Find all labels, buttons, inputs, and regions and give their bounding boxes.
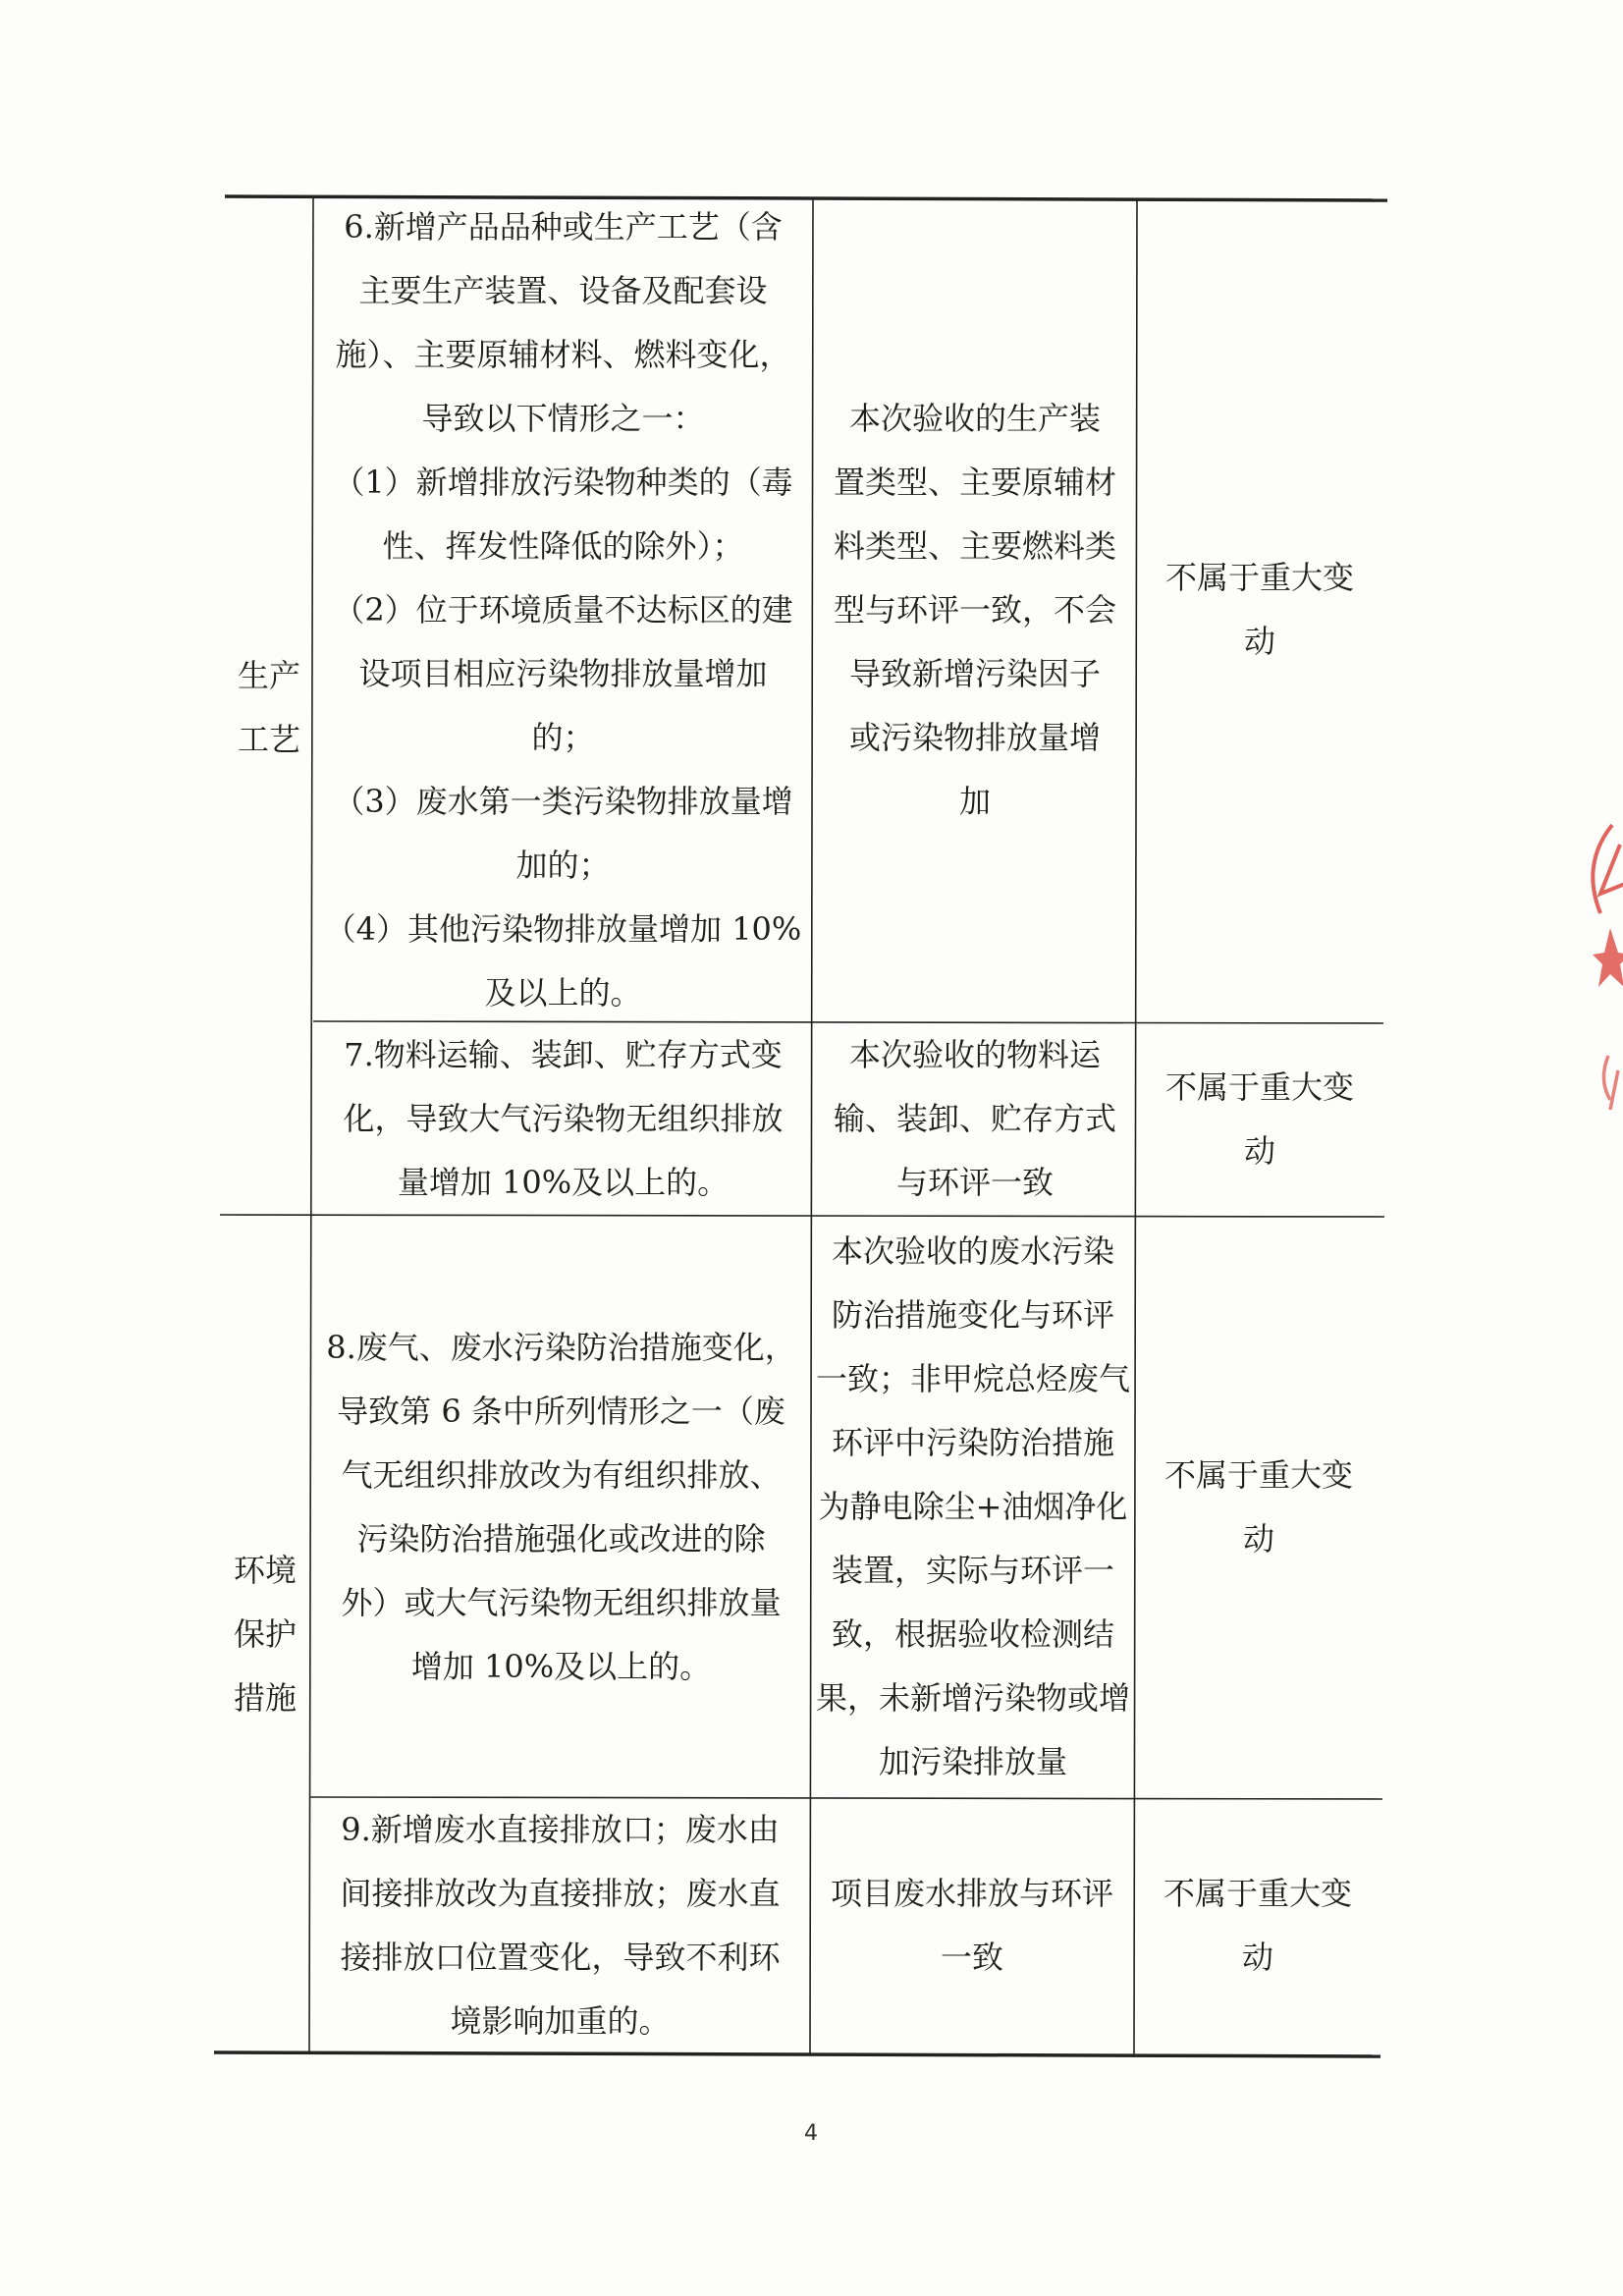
conclusion-line: 动 [1242,1519,1274,1558]
criterion-line: 6.新增产品品种或生产工艺（含 [344,207,783,246]
criterion-line: 接排放口位置变化，导致不利环 [340,1939,781,1976]
category-line: 生产 [237,656,300,694]
criterion-line: 及以上的。 [484,973,642,1011]
actual-line: 防治措施变化与环评 [831,1296,1114,1334]
conclusion-cell-7 [1137,1022,1382,1216]
conclusion-line: 不属于重大变 [1163,1875,1352,1912]
conclusion-cell-9 [1134,1798,1381,2053]
actual-line: 为静电除尘+油烟净化 [818,1488,1128,1525]
criterion-line: 性、挥发性降低的除外）； [382,526,744,565]
actual-line: 装置，实际与环评一 [831,1552,1114,1589]
criterion-cell-9 [310,1798,810,2053]
category-cell-environment [220,1216,310,2053]
page-number: 4 [804,2121,818,2146]
conclusion-line: 动 [1243,1131,1275,1170]
criterion-cell-7 [313,1022,813,1216]
criterion-line: 导致第 6 条中所列情形之一（废 [337,1392,785,1430]
actual-cell-8 [811,1216,1135,1798]
actual-line: 置类型、主要原辅材 [833,463,1116,501]
actual-line: 一致；非甲烷总烃废气 [815,1360,1130,1397]
criterion-line: 加的； [515,846,611,884]
category-cell-production [225,198,313,1217]
criterion-line: 污染防治措施强化或改进的除 [356,1519,766,1558]
actual-line: 料类型、主要燃料类 [833,526,1116,565]
criterion-line: 导致以下情形之一： [421,399,705,437]
actual-cell-7 [813,1022,1137,1216]
criterion-line: 主要生产装置、设备及配套设 [358,271,768,309]
actual-line: 型与环评一致，不会 [833,590,1116,629]
criterion-line: （1）新增排放污染物种类的（毒 [333,463,793,501]
criterion-line: 量增加 10%及以上的。 [397,1164,730,1201]
actual-line: 加 [958,782,991,820]
criterion-line: 8.废气、废水污染防治措施变化， [326,1328,796,1366]
category-line: 工艺 [237,720,300,758]
actual-line: 果，未新增污染物或增 [815,1679,1130,1717]
actual-line: 项目废水排放与环评 [830,1875,1113,1912]
conclusion-line: 动 [1241,1939,1273,1976]
conclusion-line: 不属于重大变 [1164,559,1354,596]
category-line: 措施 [233,1679,297,1717]
conclusion-line: 不属于重大变 [1163,1455,1353,1494]
seal-stamp-icon [1571,805,1623,1159]
criterion-line: 化，导致大气污染物无组织排放 [343,1100,784,1137]
actual-line: 本次验收的生产装 [848,399,1101,437]
criterion-line: 外）或大气污染物无组织排放量 [341,1583,782,1621]
criterion-line: 施）、主要原辅材料、燃料变化， [335,335,791,373]
criterion-line: 气无组织排放改为有组织排放、 [341,1455,782,1494]
conclusion-cell-6 [1137,198,1382,1021]
criterion-line: 9.新增废水直接排放口；废水由 [341,1811,780,1848]
criterion-line: 7.物料运输、装卸、贮存方式变 [344,1036,783,1073]
actual-line: 一致 [940,1939,1003,1976]
actual-line: 导致新增污染因子 [848,654,1101,692]
category-line: 环境 [233,1552,297,1589]
conclusion-cell-8 [1135,1216,1382,1798]
criterion-line: 的； [531,718,595,756]
criterion-line: 境影响加重的。 [450,2002,671,2040]
actual-line: 输、装卸、贮存方式 [833,1100,1116,1137]
actual-cell-6 [813,198,1137,1021]
actual-line: 加污染排放量 [878,1743,1067,1780]
criterion-line: （2）位于环境质量不达标区的建 [333,590,793,629]
actual-line: 或污染物排放量增 [848,718,1101,756]
criterion-cell-8 [311,1216,811,1798]
conclusion-line: 动 [1243,623,1275,660]
conclusion-line: 不属于重大变 [1164,1067,1354,1106]
criterion-line: 间接排放改为直接排放；废水直 [340,1875,781,1912]
actual-line: 本次验收的废水污染 [831,1232,1114,1270]
actual-cell-9 [810,1798,1134,2053]
actual-line: 致，根据验收检测结 [831,1615,1114,1653]
criterion-line: 设项目相应污染物排放量增加 [358,654,768,692]
actual-line: 与环评一致 [895,1164,1054,1201]
actual-line: 环评中污染防治措施 [831,1424,1114,1461]
criterion-line: 增加 10%及以上的。 [410,1647,712,1685]
criterion-line: （4）其他污染物排放量增加 10% [324,909,802,948]
criterion-cell-6 [313,198,813,1021]
category-line: 保护 [233,1615,297,1653]
seal-stamp [1571,805,1623,1159]
criterion-line: （3）废水第一类污染物排放量增 [333,782,793,820]
actual-line: 本次验收的物料运 [848,1036,1101,1073]
